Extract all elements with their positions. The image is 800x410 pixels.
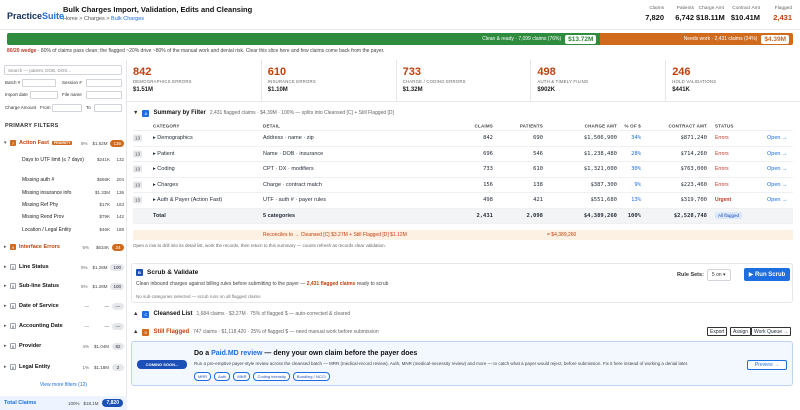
promo-description: Run a pre-emptive payer-style review across the cleansed batch — MRR (medical-record review), Auth, MNR (medical-necessity review) and more — to catch what a payer would reject, before submission. Fix it here instead of working a denial later. (194, 361, 689, 366)
crumb-bulk-charges[interactable]: Bulk Charges (111, 16, 145, 22)
app-header (0, 0, 800, 30)
batch-input[interactable] (22, 79, 56, 87)
file-name-label: File name (62, 92, 82, 97)
filter-provider[interactable]: ▸ 8 Provider 4% $1.04M 82 (4, 341, 124, 351)
category-badge: 5 (11, 264, 15, 270)
collapse-icon: ▲ (133, 311, 139, 317)
subfilter-missing-rend-prov[interactable]: Missing Rend Prov $79K 142 (22, 214, 124, 220)
table-row[interactable]: 13 ▸ Auth & Payer (Action Fast) UTF · auth # · payer rules 498 421 $551,680 13% $319,700 Urgent Open → (133, 193, 793, 209)
filter-line-status[interactable]: ▸ 5 Line Status 5% $1.28M 100 (4, 262, 124, 272)
summary-section-header[interactable]: ▼ A Summary by Filter 2,431 flagged claims · $4.39M · 100% — splits into Cleansed [C] + Still Flagged [D] (133, 110, 394, 116)
reconcile-bar: Reconciles to → Cleansed [C] $3.27M + Still Flagged [D] $1.12M = $4,389,260 (133, 230, 793, 240)
count-badge: 100 (110, 264, 124, 271)
needs-work-segment[interactable]: Needs work · 2,431 claims (24%) $4.39M (600, 33, 793, 45)
pill-bundling-ncci[interactable]: Bundling / NCCI (293, 372, 330, 381)
chevron-right-icon: ▸ (4, 283, 7, 289)
export-button[interactable]: Export (707, 327, 727, 336)
filter-accounting-date[interactable]: ▸ 8 Accounting Date — — — (4, 321, 124, 331)
promo-title: Do a Paid.MD review — deny your own claim before the payer does (194, 350, 418, 357)
section-badge: D (142, 329, 149, 336)
import-date-input[interactable] (30, 91, 58, 99)
pill-coding-intensity[interactable]: Coding intensity (253, 372, 289, 381)
still-flagged-section-header[interactable]: ▲ D Still Flagged 747 claims · $1,118,420 · 25% of flagged $ — need manual work before submission (133, 329, 379, 335)
pill-mnr[interactable]: MNR (233, 372, 250, 381)
run-scrub-button[interactable]: ▶ Run Scrub (744, 268, 790, 281)
charge-amount-label: Charge Amount (5, 105, 37, 110)
section-badge: B (136, 269, 143, 276)
breadcrumb: Home > Charges > Bulk Charges (63, 16, 145, 22)
filter-date-of-service[interactable]: ▸ 8 Date of Service — — — (4, 301, 124, 311)
table-row[interactable]: 13 ▸ Coding CPT · DX · modifiers 733 610 $1,321,000 30% $763,000 Errors Open → (133, 162, 793, 178)
crumb-home[interactable]: Home (63, 16, 78, 22)
chevron-right-icon: ▸ (4, 323, 7, 329)
table-row[interactable]: 13 ▸ Charges Charge · contract match 156 138 $387,300 9% $223,460 Errors Open → (133, 178, 793, 194)
open-row-link[interactable]: Open → (767, 135, 788, 142)
open-row-link[interactable]: Open → (767, 181, 788, 188)
table-total-row: Total 5 categories 2,431 2,098 $4,389,260 100% $2,528,748 All flagged (133, 209, 793, 225)
collapse-icon: ▼ (133, 110, 139, 116)
chevron-right-icon: ▸ (4, 244, 7, 250)
stat-flagged: Flagged 2,431 (773, 6, 792, 22)
table-row[interactable]: 13 ▸ Demographics Address · name · zip 842 690 $1,506,900 34% $871,240 Errors Open → (133, 131, 793, 147)
count-badge: — (112, 323, 124, 330)
chevron-right-icon: ▸ (4, 364, 7, 370)
summary-note: Open a row to drill into its detail list, work the records, then return to this summary — counts refresh as records clear validation. (133, 243, 386, 248)
filter-legal-entity[interactable]: ▸ 8 Legal Entity 1% $1.18M 2 (4, 362, 124, 372)
kpi-strip (127, 60, 800, 102)
count-badge: 2 (112, 364, 124, 371)
filter-action-fast[interactable]: ▾ 7 Action Fast PRIORITY 8% $1.62M 136 (4, 138, 124, 148)
category-badge: 7 (11, 140, 15, 146)
summary-table (133, 121, 793, 224)
chevron-right-icon: ▸ (4, 303, 7, 309)
chevron-right-icon: ▸ (4, 264, 7, 270)
clean-vs-work-bar (7, 33, 793, 45)
view-more-filters-link[interactable]: View more filters (12) (39, 382, 88, 388)
count-badge: 100 (110, 283, 124, 290)
count-badge: — (112, 303, 124, 310)
kpi-auth-timely[interactable]: 498 AUTH & TIMELY FILING $902K (531, 60, 666, 101)
crumb-charges[interactable]: Charges (83, 16, 105, 22)
stat-patients: Patients 6,742 (675, 6, 694, 22)
total-claims-row[interactable]: Total Claims 100% $18.1M 7,820 (0, 396, 127, 410)
review-type-pills (194, 372, 330, 381)
session-label: Session # (62, 80, 82, 85)
filter-sub-line-status[interactable]: ▸ 5 Sub-line Status 5% $1.28M 100 (4, 281, 124, 291)
paidmd-review-promo (131, 341, 793, 386)
from-label: From (40, 105, 51, 110)
open-row-link[interactable]: Open → (767, 166, 788, 173)
scrub-validate-panel (131, 263, 793, 303)
table-row[interactable]: 13 ▸ Patient Name · DOB · insurance 696 546 $1,238,480 28% $714,260 Errors Open → (133, 147, 793, 163)
from-input[interactable] (52, 104, 82, 112)
scrub-title: Scrub & Validate (147, 269, 199, 276)
subfilter-missing-insurance[interactable]: Missing insurance info $1.33M 136 (22, 190, 124, 196)
stat-claims: Claims 7,820 (645, 6, 664, 22)
subfilter-utf-limit[interactable]: Days to UTF limit (≤ 7 days) $241K 132 (22, 157, 124, 163)
sidebar-search-input[interactable]: Search — patient, DOB, DOS... (4, 65, 122, 75)
category-badge: 9 (11, 244, 15, 250)
category-badge: 8 (11, 364, 15, 370)
cleansed-section-header[interactable]: ▲ C Cleansed List 1,684 claims · $3.27M · 75% of flagged $ — auto-corrected & cleared (133, 311, 351, 317)
pareto-note: 80/20 wedge · 80% of claims pass clean; the flagged ~20% drive ~80% of the manual work and denial risk. Clear this slice here and few claims come back from the payer. (7, 48, 385, 54)
rule-sets-control: Rule Sets: 5 on ▾ (677, 269, 731, 281)
primary-filters-heading: PRIMARY FILTERS (5, 123, 59, 129)
filter-label: Action Fast PRIORITY (19, 140, 71, 146)
open-row-link[interactable]: Open → (767, 197, 788, 204)
filter-sidebar (0, 60, 127, 410)
practicesuite-logo[interactable]: PracticeSuite (7, 11, 65, 21)
total-count-badge: 7,820 (102, 399, 123, 407)
page-title: Bulk Charges Import, Validation, Edits and Cleansing (63, 5, 253, 14)
subfilter-location-legal[interactable]: Location / Legal Entity $46K 188 (22, 227, 124, 233)
clean-segment[interactable]: Clean & ready · 7,099 claims (76%) $13.72M (7, 33, 600, 45)
kpi-hold-validations[interactable]: 246 HOLD VALIDATIONS $441K (672, 66, 717, 93)
subfilter-missing-auth[interactable]: Missing auth # $568K 204 (22, 177, 124, 183)
coming-soon-badge: COMING SOON... (137, 360, 187, 369)
category-badge: 5 (11, 283, 15, 289)
chevron-right-icon: ▸ (4, 343, 7, 349)
to-input[interactable] (94, 104, 122, 112)
file-name-input[interactable] (86, 91, 122, 99)
count-badge: 24 (112, 244, 124, 251)
import-date-label: Import date (5, 92, 28, 97)
count-badge: 82 (112, 343, 124, 350)
rule-sets-select[interactable]: 5 on ▾ (707, 269, 731, 281)
table-header: CATEGORY DETAIL CLAIMS PATIENTS CHARGE AMT % OF $ CONTRACT AMT STATUS (133, 121, 793, 131)
stat-contract-amt: Contract Amt $10.41M (730, 6, 760, 22)
category-badge: 8 (11, 343, 15, 349)
preview-button[interactable]: Preview → (747, 360, 787, 370)
section-badge: A (142, 110, 149, 117)
kpi-demographics[interactable]: 842 DEMOGRAPHICS ERRORS $1.51M (127, 60, 262, 101)
category-badge: 8 (11, 323, 15, 329)
session-input[interactable] (86, 79, 122, 87)
category-badge: 8 (11, 303, 15, 309)
pill-auth[interactable]: Auth (214, 372, 230, 381)
count-badge: 136 (110, 140, 124, 147)
open-row-link[interactable]: Open → (767, 150, 788, 157)
section-badge: C (142, 311, 149, 318)
assign-button[interactable]: Assign (730, 327, 751, 336)
batch-label: Batch # (5, 80, 21, 85)
scrub-description: Clean inbound charges against billing rules before submitting to the payer — 2,431 flagged claims ready to scrub (136, 281, 389, 287)
chevron-down-icon: ▾ (4, 140, 7, 146)
collapse-icon: ▲ (133, 329, 139, 335)
scrub-subnote: No sub-categories selected — scrub runs on all flagged claims (136, 294, 261, 299)
stat-charge-amt: Charge Amt $18.11M (696, 6, 725, 22)
pill-mrr[interactable]: MRR (194, 372, 211, 381)
work-queue-button[interactable]: Work Queue → (751, 327, 791, 336)
subfilter-missing-ref-phy[interactable]: Missing Ref Phy $17K 163 (22, 202, 124, 208)
status-badge: All flagged (715, 212, 742, 219)
filter-interface-errors[interactable]: ▸ 9 Interface Errors 5% $634K 24 (4, 242, 124, 252)
to-label: To (86, 105, 91, 110)
kpi-coding[interactable]: 733 CHARGE / CODING ERRORS $1.32M (397, 60, 532, 101)
kpi-insurance[interactable]: 610 INSURANCE ERRORS $1.10M (262, 60, 397, 101)
